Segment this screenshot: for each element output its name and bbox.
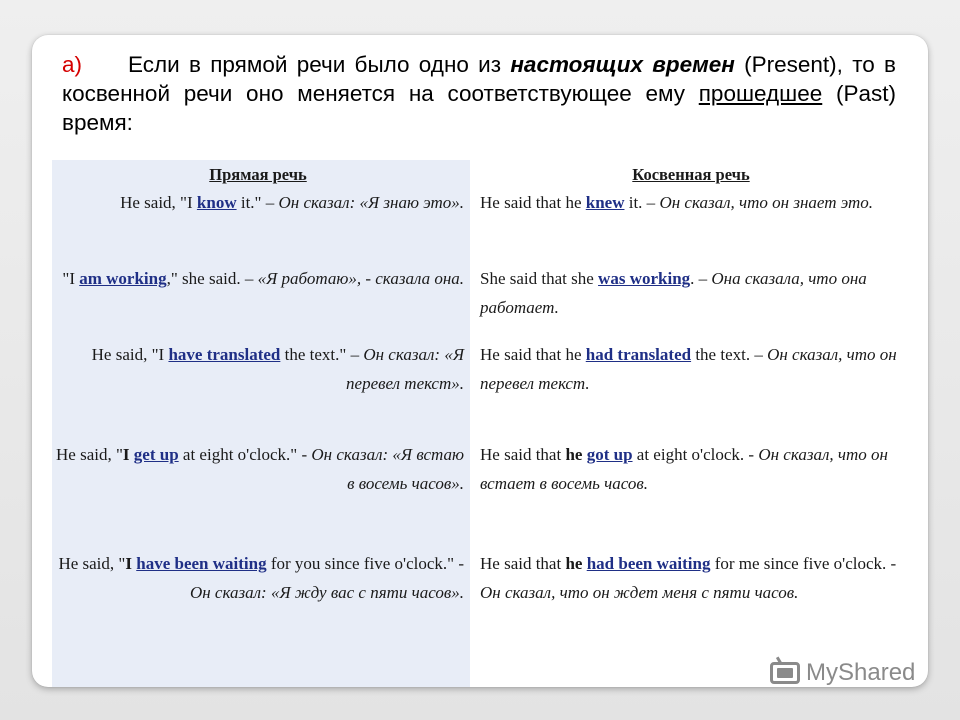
indirect-translation: Он сказал, что он перевел текст. [480,345,897,393]
indirect-text: at eight o'clock. - [632,445,759,464]
indirect-speech-cell [470,248,912,324]
tv-icon [770,662,800,684]
direct-verb: have been waiting [136,554,267,573]
heading-text-2: (Present), то в косвенной речи оно меняется на соответствующее ему [62,52,896,106]
direct-speech-cell [52,188,470,248]
direct-subject: I [122,445,134,464]
indirect-verb: was working [598,269,691,288]
indirect-speech-cell [470,430,912,540]
direct-text: ," she said. – [166,269,258,288]
direct-translation: «Я работаю», - сказала она. [257,269,464,288]
indirect-verb: had been waiting [586,554,711,573]
indirect-verb: got up [586,445,633,464]
direct-text: at eight o'clock." - [178,445,312,464]
indirect-text: He said that he [480,345,586,364]
indirect-text: for me since five o'clock. - [710,554,897,573]
heading-emphasis: настоящих времен [510,52,735,77]
direct-translation: Он сказал: «Я знаю это». [278,193,464,212]
direct-text: He said, "I [91,345,169,364]
indirect-text: He said that [480,445,566,464]
table-row [52,430,912,540]
heading-underlined: прошедшее [698,81,823,106]
indirect-text: it. – [624,193,660,212]
direct-text: for you since five o'clock." - [266,554,464,573]
indirect-verb: had translated [585,345,692,364]
indirect-speech-cell [470,324,912,430]
watermark-text: MyShared [806,659,916,686]
direct-speech-cell [52,430,470,540]
direct-subject: I [125,554,137,573]
indirect-text: He said that [480,554,566,573]
indirect-speech-cell [470,188,912,248]
indirect-text: . – [690,269,712,288]
indirect-subject: he [565,554,587,573]
table-row [52,248,912,324]
indirect-speech-cell [470,540,912,607]
table-row [52,188,912,248]
table-row [52,324,912,430]
direct-speech-cell [52,248,470,324]
header-indirect-speech: Косвенная речь [632,165,750,184]
rule-heading [62,50,896,137]
direct-text: He said, "I [120,193,197,212]
direct-speech-cell [52,324,470,430]
direct-verb: have translated [168,345,281,364]
indirect-text: She said that she [480,269,599,288]
indirect-translation: Он сказал, что он ждет меня с пяти часов. [480,583,799,602]
indirect-verb: knew [585,193,625,212]
header-direct-speech: Прямая речь [209,165,307,184]
direct-verb: get up [133,445,179,464]
rule-marker: а) [62,52,83,77]
indirect-subject: he [565,445,587,464]
indirect-text: He said that he [480,193,586,212]
direct-speech-cell [52,540,470,607]
slide [32,35,928,687]
indirect-translation: Он сказал, что он встает в восемь часов. [480,445,888,493]
indirect-translation: Она сказала, что она работает. [480,269,867,317]
direct-translation: Он сказал: «Я встаю в восемь часов». [311,445,464,493]
direct-text: "I [62,269,80,288]
direct-text: it." – [236,193,279,212]
direct-translation: Он сказал: «Я перевел текст». [346,345,464,393]
direct-verb: know [196,193,237,212]
speech-table [52,160,912,607]
indirect-translation: Он сказал, что он знает это. [659,193,874,212]
myshared-watermark [770,658,915,688]
direct-text: the text." – [280,345,364,364]
direct-text: He said, " [58,554,126,573]
direct-translation: Он сказал: «Я жду вас с пяти часов». [189,583,464,602]
direct-verb: am working [79,269,167,288]
heading-text-1: Если в прямой речи было одно из [128,52,511,77]
table-row [52,540,912,607]
indirect-text: the text. – [691,345,768,364]
heading-text-3: (Past) время: [62,81,896,135]
direct-text: He said, " [56,445,123,464]
